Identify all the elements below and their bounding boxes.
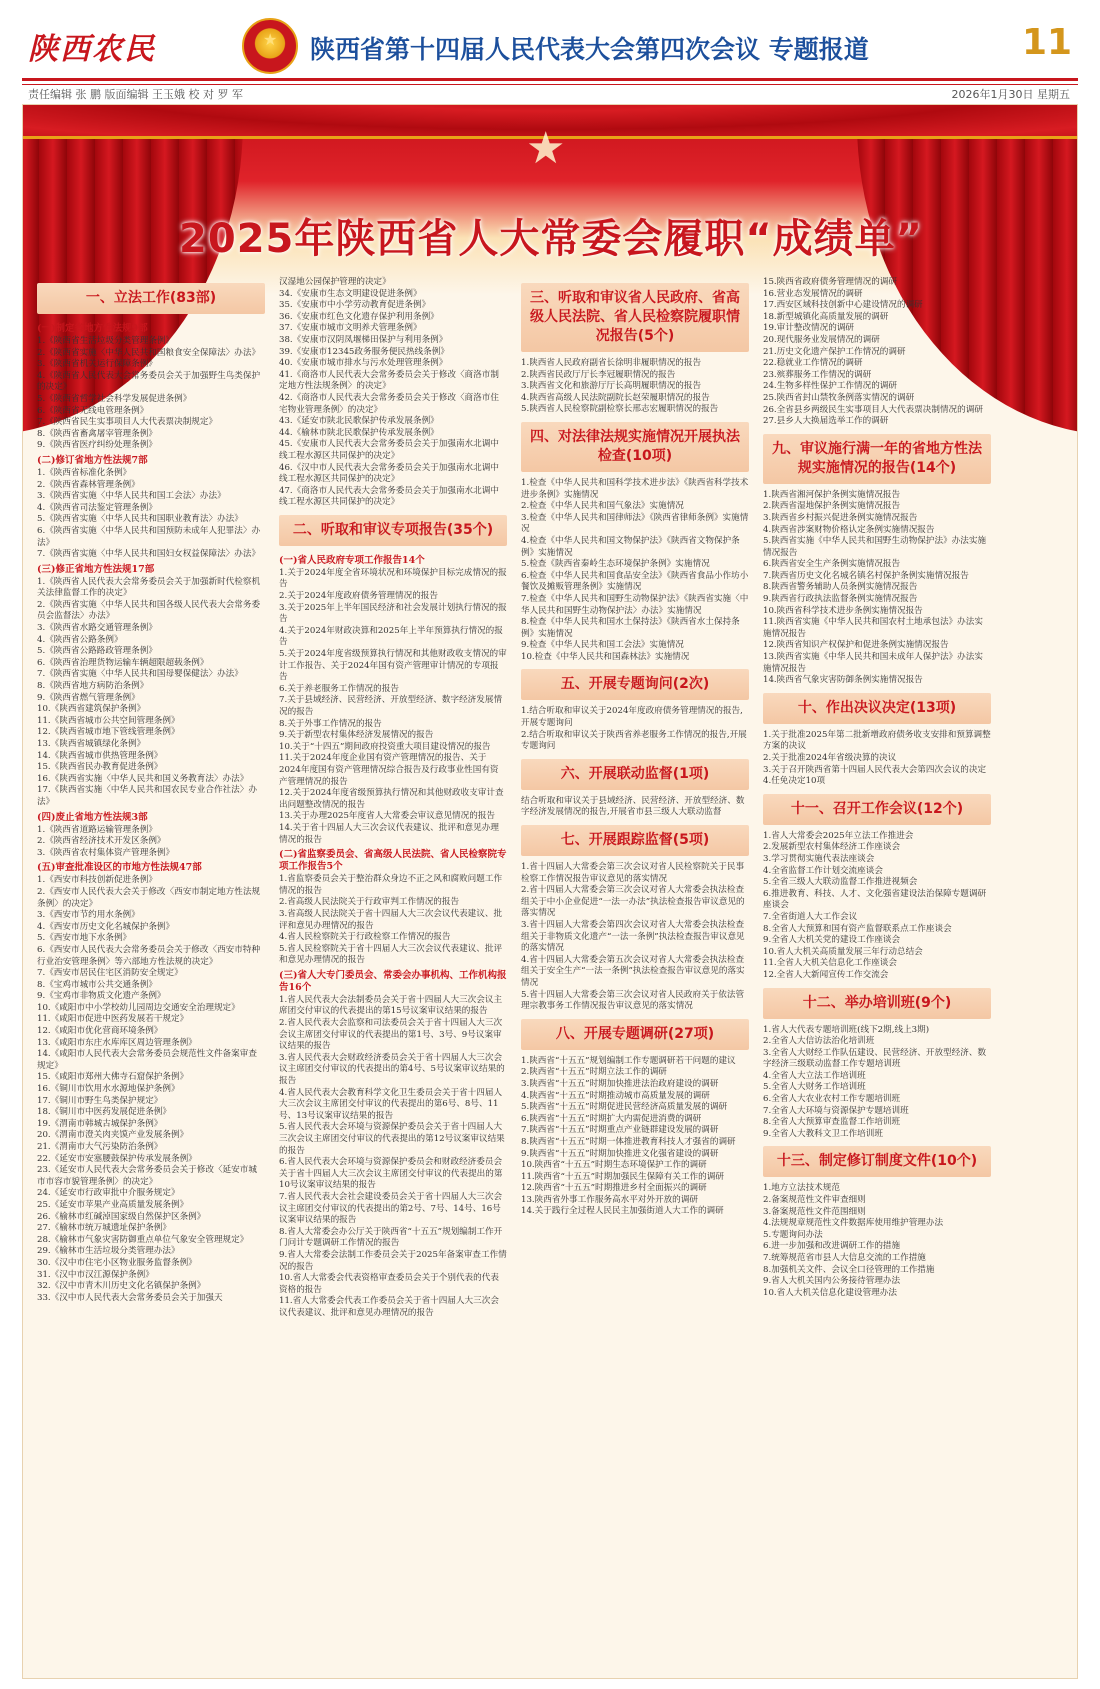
subsection-heading: (四)废止省地方性法规3部 (37, 811, 148, 823)
list-item: 7.《陕西省实施〈中华人民共和国妇女权益保障法〉办法》 (37, 549, 261, 560)
subsection-heading: (三)省人大专门委员会、常委会办事机构、工作机构报告16个 (279, 969, 507, 993)
list-item: 6.陕西省安全生产条例实施情况报告 (763, 559, 901, 570)
list-item: 1.《陕西省人民代表大会常务委员会关于加强新时代检察机关法律监督工作的决定》 (37, 576, 261, 599)
list-item: 1.关于2024年度全省环境状况和环境保护目标完成情况的报告 (279, 567, 507, 590)
section-heading: 七、开展跟踪监督(5项) (521, 825, 749, 856)
list-item: 9.省人大常委会法制工作委员会关于2025年备案审查工作情况的报告 (279, 1249, 507, 1272)
list-item: 4.陕西省“十五五”时期推动城市高质量发展的调研 (521, 1090, 710, 1101)
header-divider (22, 78, 1078, 81)
list-item: 24.《延安市行政审批中介服务规定》 (37, 1188, 180, 1199)
list-item: 12.关于2024年度省级预算执行情况和其他财政收支审计查出问题整改情况的报告 (279, 788, 504, 810)
list-item: 2.省高级人民法院关于行政审判工作情况的报告 (279, 897, 460, 908)
list-item: 9.全省人大教科文卫工作培训班 (763, 1128, 883, 1139)
section-heading: 十三、制定修订制度文件(10个) (763, 1146, 991, 1177)
list-item: 25.陕西省封山禁牧条例落实情况的调研 (763, 392, 915, 403)
list-item: 结合听取和审议关于县域经济、民营经济、开放型经济、数字经济发展情况的报告,开展省市县三级人大联动监督 (521, 795, 745, 818)
list-item: 5.省人民代表大会环境与资源保护委员会关于省十四届人大三次会议主席团交付审议的代表提出的第12号议案审议结果的报告 (279, 1122, 505, 1156)
list-item: 17.《陕西省实施〈中华人民共和国农民专业合作社法〉办法》 (37, 785, 257, 807)
list-item: 32.《汉中市青木川历史文化名镇保护条例》 (37, 1281, 206, 1292)
list-item: 5.全省三级人大联动监督工作推进视频会 (763, 877, 918, 888)
list-item: 27.《榆林市统万城遗址保护条例》 (37, 1223, 171, 1234)
list-item: 10.陕西省科学技术进步条例实施情况报告 (763, 605, 923, 616)
list-item: 8.检查《中华人民共和国水土保持法》《陕西省水土保持条例》实施情况 (521, 617, 740, 639)
section-heading: 十二、举办培训班(9个) (763, 988, 991, 1019)
list-item: 3.陕西省文化和旅游厅厅长高明履职情况的报告 (521, 381, 702, 392)
list-item: 12.《咸阳市优化营商环境条例》 (37, 1026, 163, 1037)
list-item: 2.省十四届人大常委会第三次会议对省人大常委会执法检查组关于中小企业促进“一法一办法”执法检查报告审议意见的落实情况 (521, 885, 745, 919)
list-item: 3.《陕西省水路交通管理条例》 (37, 623, 157, 634)
list-item: 4.省人民检察院关于行政检察工作情况的报告 (279, 932, 451, 943)
subsection-heading: (一)制定省地方性法规9部 (37, 323, 148, 334)
list-item: 28.《榆林市气象灾害防御重点单位气象安全管理规定》 (37, 1234, 249, 1245)
list-item: 1.陕西省人民政府副省长徐明非履职情况的报告 (521, 358, 702, 368)
list-item: 8.全省人大预算审查监督工作培训班 (763, 1117, 901, 1128)
list-item: 4.《陕西省人民代表大会常务委员会关于加强野生鸟类保护的决定》 (37, 370, 261, 393)
subsection-heading: (一)省人民政府专项工作报告14个 (279, 554, 425, 566)
list-item: 8.《宝鸡市城市公共交通条例》 (37, 979, 157, 990)
list-item: 1.省十四届人大常委会第三次会议对省人民检察院关于民事检察工作情况报告审议意见的落实情况 (521, 862, 745, 884)
list-item: 24.生物多样性保护工作情况的调研 (763, 381, 897, 392)
list-item: 2.《陕西省经济技术开发区条例》 (37, 836, 166, 847)
list-item: 12.陕西省“十五五”时期推进乡村全面振兴的调研 (521, 1183, 707, 1194)
list-item: 7.省人民代表大会社会建设委员会关于省十四届人大三次会议主席团交付审议的代表提出的第2号、7号、14号、16号议案审议结果的报告 (279, 1191, 503, 1226)
list-item: 27.县乡人大换届选举工作的调研 (763, 416, 889, 427)
list-item: 1.省人民代表大会法制委员会关于省十四届人大三次会议主席团交付审议的代表提出的第15号议案审议结果的报告 (279, 994, 503, 1017)
list-item: 14.《咸阳市人民代表大会常务委员会规范性文件备案审查规定》 (37, 1049, 257, 1071)
list-item: 1.结合听取和审议关于2024年度政府债务管理情况的报告,开展专题询问 (521, 706, 743, 729)
list-item: 6.《陕西省无线电管理条例》 (37, 405, 149, 416)
list-item: 2.省人民代表大会监察和司法委员会关于省十四届人大三次会议主席团交付审议的代表提出的第1号、3号、9号议案审议结果的报告 (279, 1018, 503, 1052)
subsection-heading: (二)省监察委员会、省高级人民法院、省人民检察院专项工作报告5个 (279, 849, 507, 873)
list-item: 17.西安区域科技创新中心建设情况的调研 (763, 300, 923, 311)
list-item: 4.检查《中华人民共和国文物保护法》《陕西省文物保护条例》实施情况 (521, 535, 740, 558)
list-item: 6.《陕西省实施〈中华人民共和国预防未成年人犯罪法〉办法》 (37, 525, 261, 548)
list-item: 4.陕西省高级人民法院副院长赵荣履职情况的报告 (521, 392, 710, 403)
list-item: 8.陕西省“十五五”时期一体推进教育科技人才强省的调研 (521, 1136, 736, 1147)
list-item: 30.《汉中市住宅小区物业服务监督条例》 (37, 1257, 197, 1268)
list-item: 20.现代服务业发展情况的调研 (763, 334, 880, 345)
list-item: 5.省人民检察院关于省十四届人大三次会议代表建议、批评和意见办理情况的报告 (279, 943, 503, 966)
list-item: 11.陕西省“十五五”时期加强民生保障有关工作的调研 (521, 1171, 724, 1182)
list-item: 6.全省人大农业农村工作专题培训班 (763, 1094, 901, 1105)
column-1 (37, 277, 265, 1304)
list-item: 7.《陕西省实施〈中华人民共和国母婴保健法〉办法》 (37, 669, 243, 680)
list-item: 16.《铜川市饮用水水源地保护条例》 (37, 1084, 180, 1095)
section-heading: 九、审议施行满一年的省地方性法规实施情况的报告(14个) (763, 434, 991, 484)
national-emblem-icon: ★ (242, 18, 298, 74)
list-item: 16.营业态发展情况的调研 (763, 288, 863, 299)
list-item: 44.《榆林市陕北民歌保护传承发展条例》 (279, 427, 439, 438)
list-item: 9.关于新型农村集体经济发展情况的报告 (279, 730, 434, 741)
list-item: 13.《陕西省城镇绿化条例》 (37, 739, 146, 749)
list-item: 3.陕西省“十五五”时期加快推进法治政府建设的调研 (521, 1078, 719, 1089)
list-item: 8.全省人大预算和国有资产监督联系点工作座谈会 (763, 923, 952, 934)
list-item: 4.全省人大立法工作培训班 (763, 1070, 866, 1081)
list-item: 7.关于县域经济、民营经济、开放型经济、数字经济发展情况的报告 (279, 695, 503, 717)
list-item: 8.加强机关文件、会议全口径管理的工作措施 (763, 1264, 935, 1275)
list-item: 1.省人大常委会2025年立法工作推进会 (763, 830, 914, 841)
list-item: 41.《商洛市人民代表大会常务委员会关于修改〈商洛市制定地方性法规条例〉的决定》 (279, 369, 499, 392)
list-item: 11.关于2024年度企业国有资产管理情况的报告、关于2024年度国有资产管理情况综合报告及行政事业性国有资产管理情况的报告 (279, 753, 499, 787)
list-item: 10.陕西省“十五五”时期生态环境保护工作的调研 (521, 1160, 707, 1171)
list-item: 11.全省人大机关信息化工作座谈会 (763, 958, 897, 969)
list-item: 12.陕西省知识产权保护和促进条例实施情况报告 (763, 640, 949, 651)
list-item: 13.陕西省外事工作服务高水平对外开放的调研 (521, 1194, 698, 1205)
issue-date: 2026年1月30日 星期五 (951, 88, 1070, 101)
list-item: 3.全省人大财经工作队伍建设、民营经济、开放型经济、数字经济三级联动监督工作专题培训班 (763, 1047, 987, 1070)
list-item: 18.《铜川市中医药发展促进条例》 (37, 1107, 171, 1118)
list-item: 7.陕西省历史文化名城名镇名村保护条例实施情况报告 (763, 570, 969, 581)
list-item: 31.《汉中市汉江源保护条例》 (37, 1269, 154, 1280)
list-item: 6.关于养老服务工作情况的报告 (279, 683, 399, 694)
list-item: 1.地方立法技术规范 (763, 1183, 840, 1194)
list-item: 5.省十四届人大常委会第三次会议对省人民政府关于依法管理宗教事务工作情况报告审议意见的落实情况 (521, 989, 745, 1012)
header-divider-thin (22, 84, 1078, 85)
list-item: 5.检查《陕西省秦岭生态环境保护条例》实施情况 (521, 559, 710, 570)
list-item: 33.《汉中市人民代表大会常务委员会关于加强天 (37, 1292, 223, 1303)
list-item: 42.《商洛市人民代表大会常务委员会关于修改〈商洛市住宅物业管理条例〉的决定》 (279, 392, 499, 415)
list-item: 9.全省人大机关党的建设工作座谈会 (763, 935, 901, 946)
list-item: 3.省人民代表大会财政经济委员会关于省十四届人大三次会议主席团交付审议的代表提出的第4号、5号议案审议结果的报告 (279, 1052, 505, 1087)
list-item: 1.陕西省“十五五”规划编制工作专题调研若干问题的建议 (521, 1055, 736, 1066)
list-item: 2.关于2024年度政府债务管理情况的报告 (279, 591, 438, 602)
list-item: 7.《西安市居民住宅区消防安全规定》 (37, 968, 183, 979)
list-item: 14.《陕西省城市供热管理条例》 (37, 750, 163, 761)
list-item: 13.《咸阳市东庄水库库区周边管理条例》 (37, 1037, 197, 1048)
list-item: 1.省人大代表专题培训班(线下2期,线上3期) (763, 1024, 930, 1035)
list-item: 15.《咸阳市郑州大佛寺石窟保护条例》 (37, 1072, 189, 1083)
list-item: 6.省人民代表大会环境与资源保护委员会和财政经济委员会关于省十四届人大三次会议主席团交付审议的代表提出的第10号议案审议结果的报告 (279, 1157, 503, 1191)
list-item: 6.陕西省“十五五”时期扩大内需促进消费的调研 (521, 1113, 702, 1124)
list-item: 7.全省人大环境与资源保护专题培训班 (763, 1105, 909, 1116)
list-item: 14.关于省十四届人大三次会议代表建议、批评和意见办理情况的报告 (279, 822, 499, 845)
feature-frame (22, 104, 1078, 1679)
list-item: 1.《陕西省标准化条例》 (37, 467, 132, 478)
list-item: 4.法规规章规范性文件数据库使用维护管理办法 (763, 1218, 944, 1229)
list-item: 3.学习贯彻实施代表法座谈会 (763, 853, 875, 864)
list-item: 3.省十四届人大常委会第四次会议对省人大常委会执法检查组关于非物质文化遗产“一法一条例”执法检查报告审议意见的落实情况 (521, 920, 745, 954)
feature-title: 2025年陕西省人大常委会履职“成绩单” (179, 216, 923, 262)
list-item: 6.推进教育、科技、人才、文化强省建设法治保障专题调研座谈会 (763, 888, 987, 911)
list-item: 4.陕西省涉案财物价格认定条例实施情况报告 (763, 524, 935, 535)
list-item: 9.《陕西省医疗纠纷处理条例》 (37, 440, 157, 451)
list-item: 3.《西安市节约用水条例》 (37, 910, 140, 921)
list-item: 1.省监察委员会关于整治群众身边不正之风和腐败问题工作情况的报告 (279, 874, 503, 896)
list-item: 4.省十四届人大常委会第五次会议对省人大常委会执法检查组关于安全生产“一法一条例”执法检查报告审议意见的落实情况 (521, 954, 745, 988)
list-item: 8.《陕西省畜禽屠宰管理条例》 (37, 428, 157, 439)
list-item: 13.关于办理2025年度省人大常委会审议意见情况的报告 (279, 811, 496, 822)
list-item: 5.《陕西省哲学社会科学发展促进条例》 (37, 393, 192, 404)
list-item: 3.省高级人民法院关于省十四届人大三次会议代表建议、批评和意见办理情况的报告 (279, 908, 503, 931)
list-item: 8.《陕西省地方病防治条例》 (37, 681, 149, 692)
section-heading: 四、对法律法规实施情况开展执法检查(10项) (521, 422, 749, 472)
section-heading: 十一、召开工作会议(12个) (763, 794, 991, 825)
list-item: 2.《西安市人民代表大会关于修改〈西安市制定地方性法规条例〉的决定》 (37, 886, 261, 909)
newspaper-masthead: 陕西农民 (28, 32, 156, 67)
list-item: 9.检查《中华人民共和国工会法》实施情况 (521, 640, 684, 651)
list-item: 9.《陕西省燃气管理条例》 (37, 692, 140, 703)
list-item: 2.检查《中华人民共和国气象法》实施情况 (521, 501, 684, 512)
list-item: 10.检查《中华人民共和国森林法》实施情况 (521, 651, 690, 662)
list-item: 7.检查《中华人民共和国野生动物保护法》《陕西省实施〈中华人民共和国野生动物保护法〉办法》实施情况 (521, 593, 749, 616)
subsection-heading: (二)修订省地方性法规7部 (37, 454, 148, 466)
list-item: 13.陕西省实施《中华人民共和国未成年人保护法》办法实施情况报告 (763, 652, 983, 674)
list-item: 22.稳就业工作情况的调研 (763, 358, 863, 369)
list-item: 34.《安康市生态文明建设促进条例》 (279, 288, 422, 299)
list-item: 11.《咸阳市促进中医药发展若干规定》 (37, 1014, 189, 1025)
list-item: 22.《延安市安塞腰鼓保护传承发展条例》 (37, 1153, 197, 1164)
list-item: 4.关于2024年财政决算和2025年上半年预算执行情况的报告 (279, 625, 503, 648)
list-item: 19.《渭南市韩城古城保护条例》 (37, 1118, 163, 1129)
list-item: 9.《宝鸡市非物质文化遗产条例》 (37, 991, 166, 1002)
list-item: 4.《陕西省公路条例》 (37, 634, 123, 645)
list-item: 15.陕西省政府债务管理情况的调研 (763, 277, 897, 287)
subsection-heading: (五)审查批准设区的市地方性法规47部 (37, 862, 202, 874)
list-item: 10.《咸阳市中小学校幼儿园周边交通安全治理规定》 (37, 1002, 240, 1013)
list-item: 2.发展新型农村集体经济工作座谈会 (763, 842, 901, 853)
section-heading: 八、开展专题调研(27项) (521, 1019, 749, 1050)
section-heading: 十、作出决议决定(13项) (763, 693, 991, 724)
list-item: 8.陕西省警务辅助人员条例实施情况报告 (763, 582, 918, 593)
list-item: 3.关于召开陕西省第十四届人民代表大会第四次会议的决定 (763, 764, 987, 775)
list-item: 10.省人大机关信息化建设管理办法 (763, 1287, 897, 1298)
list-item: 1.《陕西省生活垃圾分类管理条例》 (37, 336, 175, 346)
list-item: 5.《西安市地下水条例》 (37, 933, 132, 944)
list-item: 9.陕西省行政执法监督条例实施情况报告 (763, 594, 918, 605)
list-item: 9.省人大机关国内公务接待管理办法 (763, 1276, 901, 1287)
list-item: 17.《铜川市野生鸟类保护规定》 (37, 1095, 163, 1106)
list-item: 5.全省人大财务工作培训班 (763, 1082, 866, 1093)
list-item: 37.《安康市城市文明养犬管理条例》 (279, 323, 422, 334)
list-item: 10.关于“十四五”期间政府投资重大项目建设情况的报告 (279, 741, 491, 752)
section-heading: 六、开展联动监督(1项) (521, 759, 749, 790)
list-item: 3.检查《中华人民共和国律师法》《陕西省律师条例》实施情况 (521, 512, 749, 535)
list-item: 7.《陕西省民生实事项目人大代表票决制规定》 (37, 417, 218, 428)
list-item: 19.审计整改情况的调研 (763, 323, 855, 334)
list-item: 2.陕西省“十五五”时期立法工作的调研 (521, 1067, 667, 1078)
list-item: 10.省人大常委会代表资格审查委员会关于个别代表的代表资格的报告 (279, 1273, 499, 1295)
list-item: 4.省人民代表大会教育科学文化卫生委员会关于省十四届人大三次会议主席团交付审议的代表提出的第6号、8号、11号、13号议案审议结果的报告 (279, 1087, 503, 1121)
list-item: 5.《陕西省公路路政管理条例》 (37, 646, 157, 657)
list-item: 12.《陕西省城市地下管线管理条例》 (37, 727, 180, 738)
list-item: 1.《陕西省道路运输管理条例》 (37, 824, 157, 835)
list-item: 20.《渭南市澄关肉夹馍产业发展条例》 (37, 1130, 189, 1141)
list-item: 6.进一步加强和改进调研工作的措施 (763, 1241, 901, 1252)
list-item: 6.《西安市人民代表大会常务委员会关于修改〈西安市特种行业治安管理条例〉等六部地方性法规的决定》 (37, 944, 261, 967)
list-item: 4.《西安市历史文化名城保护条例》 (37, 921, 175, 932)
list-item: 16.《陕西省实施〈中华人民共和国义务教育法〉办法》 (37, 773, 249, 784)
list-item: 36.《安康市红色文化遗存保护利用条例》 (279, 311, 439, 322)
list-item: 5.陕西省“十五五”时期促进民营经济高质量发展的调研 (521, 1102, 728, 1113)
list-item: 14.陕西省气象灾害防御条例实施情况报告 (763, 675, 923, 686)
list-item: 2.全省人大信访法治化培训班 (763, 1036, 875, 1047)
page-header (0, 0, 1100, 101)
list-item: 11.省人大常委会代表工作委员会关于省十四届人大三次会议代表建议、批评和意见办理情况的报告 (279, 1296, 499, 1318)
list-item: 11.陕西省实施《中华人民共和国农村土地承包法》办法实施情况报告 (763, 617, 983, 639)
list-item: 2.陕西省湿地保护条例实施情况报告 (763, 501, 901, 512)
list-item: 15.《陕西省民办教育促进条例》 (37, 762, 163, 773)
subsection-heading: (三)修正省地方性法规17部 (37, 563, 155, 575)
list-item: 3.关于2025年上半年国民经济和社会发展计划执行情况的报告 (279, 602, 507, 625)
list-item: 18.新型城镇化高质量发展的调研 (763, 311, 889, 322)
list-item: 25.《延安市苹果产业高质量发展条例》 (37, 1199, 189, 1210)
list-item: 7.陕西省“十五五”时期重点产业链群建设发展的调研 (521, 1125, 719, 1136)
list-item: 10.《陕西省建筑保护条例》 (37, 704, 146, 715)
column-3 (521, 277, 749, 1218)
list-item: 2.关于批准2024年省级决算的决议 (763, 753, 897, 763)
list-item: 1.关于批准2025年第二批新增政府债务收支安排和预算调整方案的决议 (763, 729, 991, 752)
list-item: 1.《西安市科技创新促进条例》 (37, 875, 157, 886)
list-item: 4.《陕西省司法鉴定管理条例》 (37, 502, 157, 513)
list-item: 3.陕西省乡村振兴促进条例实施情况报告 (763, 512, 918, 523)
list-item: 47.《商洛市人民代表大会常务委员会关于加强南水北调中线工程水源区共同保护的决定》 (279, 485, 499, 508)
column-2 (279, 277, 507, 1320)
page-number: 11 (1022, 22, 1073, 63)
list-item: 7.全省街道人大工作会议 (763, 911, 858, 922)
list-item: 3.《陕西省实施〈中华人民共和国工会法〉办法》 (37, 491, 226, 502)
list-item: 3.《陕西省机关运行保障条例》 (37, 359, 157, 370)
section-heading: 一、立法工作(83部) (37, 283, 265, 314)
list-item: 8.省人大常委会办公厅关于陕西省“十五五”规划编制工作开门问计专题调研工作情况的报告 (279, 1226, 503, 1249)
list-item: 4.任免决定10项 (763, 776, 826, 787)
list-item: 2.《陕西省实施〈中华人民共和国各级人民代表大会常务委员会监督法〉办法》 (37, 599, 261, 622)
star-icon: ★ (526, 123, 566, 174)
list-item: 5.专题询问办法 (763, 1229, 823, 1240)
list-item: 3.《陕西省农村集体资产管理条例》 (37, 847, 175, 858)
editor-credits: 责任编辑 张 鹏 版面编辑 王玉娥 校 对 罗 军 (28, 88, 243, 101)
list-item: 40.《安康市城市排水与污水处理管理条例》 (279, 358, 448, 369)
column-4 (763, 277, 991, 1299)
list-item: 29.《榆林市生活垃圾分类管理办法》 (37, 1246, 180, 1257)
list-item: 35.《安康市中小学劳动教育促进条例》 (279, 300, 431, 311)
list-item: 5.《陕西省实施〈中华人民共和国职业教育法〉办法》 (37, 514, 243, 525)
list-item: 14.关于践行全过程人民民主加强街道人大工作的调研 (521, 1206, 724, 1217)
list-item: 6.《陕西省治理货物运输车辆超限超载条例》 (37, 657, 209, 668)
list-item: 2.备案规范性文件审查细则 (763, 1195, 866, 1206)
list-item: 45.《安康市人民代表大会常务委员会关于加强南水北调中线工程水源区共同保护的决定》 (279, 439, 499, 461)
list-item: 23.《延安市人民代表大会常务委员会关于修改〈延安市城市市容市貌管理条例〉的决定》 (37, 1165, 257, 1187)
list-item: 汉湿地公园保护管理的决定》 (279, 277, 391, 287)
list-item: 2.《陕西省实施〈中华人民共和国粮食安全保障法〉办法》 (37, 347, 261, 358)
list-item: 26.《榆林市红碱淖国家级自然保护区条例》 (37, 1211, 206, 1222)
list-item: 2.陕西省民政厅厅长李冠履职情况的报告 (521, 369, 676, 380)
section-heading: 二、听取和审议专项报告(35个) (279, 515, 507, 546)
list-item: 3.备案规范性文件范围细则 (763, 1206, 866, 1217)
list-item: 26.全省县乡两级民生实事项目人大代表票决制情况的调研 (763, 404, 983, 415)
list-item: 7.统筹规范省市县人大信息交流的工作措施 (763, 1253, 926, 1263)
section-heading: 三、听取和审议省人民政府、省高级人民法院、省人民检察院履职情况报告(5个) (521, 283, 749, 352)
list-item: 12.全省人大新闻宣传工作交流会 (763, 969, 889, 980)
list-item: 5.陕西省人民检察院副检察长邢志宏履职情况的报告 (521, 404, 719, 415)
section-banner-title: 陕西省第十四届人民代表大会第四次会议 专题报道 (310, 35, 869, 64)
list-item: 38.《安康市汉阴凤堰梯田保护与利用条例》 (279, 334, 448, 345)
list-item: 8.关于外事工作情况的报告 (279, 718, 382, 729)
list-item: 9.陕西省“十五五”时期加快推进文化强省建设的调研 (521, 1148, 719, 1159)
list-item: 2.结合听取和审议关于陕西省养老服务工作情况的报告,开展专题询问 (521, 729, 747, 752)
list-item: 23.殡葬服务工作情况的调研 (763, 369, 872, 380)
list-item: 5.陕西省实施《中华人民共和国野生动物保护法》办法实施情况报告 (763, 536, 987, 558)
list-item: 46.《汉中市人民代表大会常务委员会关于加强南水北调中线工程水源区共同保护的决定》 (279, 462, 499, 485)
list-item: 4.全省监督工作计划交流座谈会 (763, 865, 883, 876)
list-item: 2.《陕西省森林管理条例》 (37, 479, 140, 490)
list-item: 43.《延安市陕北民歌保护传承发展条例》 (279, 416, 439, 427)
list-item: 21.《渭南市大气污染防治条例》 (37, 1142, 163, 1152)
list-item: 11.《陕西省城市公共空间管理条例》 (37, 715, 180, 726)
section-heading: 五、开展专题询问(2次) (521, 669, 749, 700)
list-item: 10.省人大机关高质量发展三年行动总结会 (763, 946, 923, 957)
list-item: 5.关于2024年度省级预算执行情况和其他财政收支情况的审计工作报告、关于2024年国有资产管理审计情况的专项报告 (279, 649, 507, 683)
list-item: 21.历史文化遗产保护工作情况的调研 (763, 346, 906, 357)
list-item: 1.陕西省湘河保护条例实施情况报告 (763, 489, 901, 500)
list-item: 39.《安康市12345政务服务便民热线条例》 (279, 346, 449, 357)
list-item: 6.检查《中华人民共和国食品安全法》《陕西省食品小作坊小餐饮及摊贩管理条例》实施情况 (521, 570, 749, 593)
list-item: 1.检查《中华人民共和国科学技术进步法》《陕西省科学技术进步条例》实施情况 (521, 477, 749, 500)
